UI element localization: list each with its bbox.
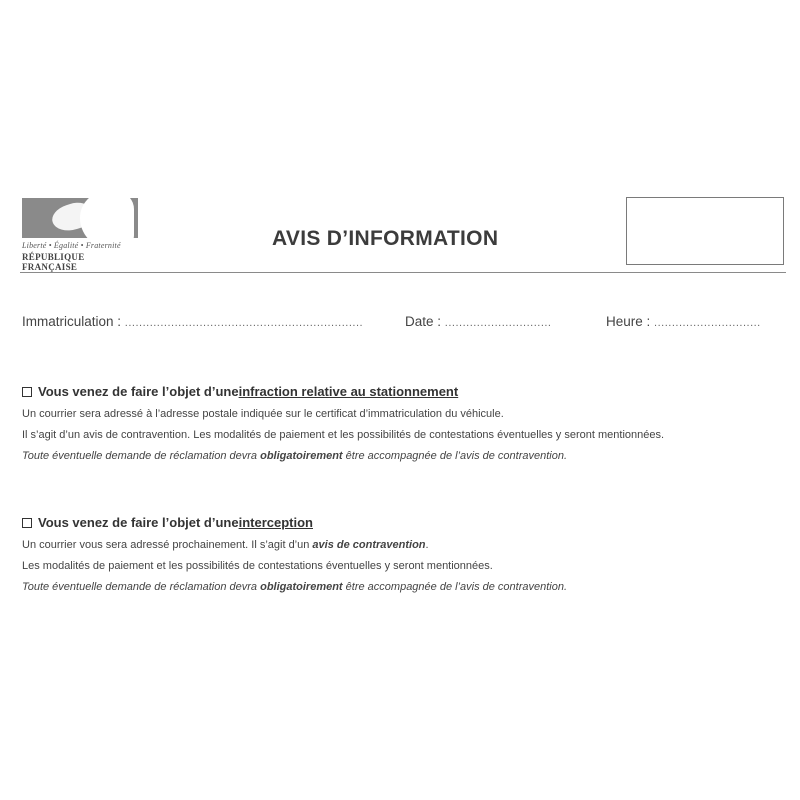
immatriculation-field: [22, 314, 363, 329]
line1-a: Un courrier vous sera adressé prochainement. Il s’agit d’un: [22, 539, 313, 551]
line1-c: .: [425, 539, 429, 551]
section-interception-line3: [22, 581, 782, 593]
section-stationnement-heading: [22, 384, 782, 399]
heure-label: Heure :: [606, 314, 651, 329]
immatriculation-label: Immatriculation :: [22, 314, 122, 329]
logo-motto: Liberté • Égalité • Fraternité: [22, 241, 121, 250]
section-interception-heading: [22, 515, 782, 530]
checkbox-stationnement[interactable]: [22, 387, 32, 397]
line3-a: Toute éventuelle demande de réclamation devra: [22, 581, 261, 593]
date-label: Date :: [405, 314, 442, 329]
section-stationnement-line3: [22, 450, 782, 462]
stamp-box: [626, 197, 784, 265]
section-stationnement: [22, 384, 782, 462]
checkbox-interception[interactable]: [22, 518, 32, 528]
page-title: AVIS D’INFORMATION: [272, 227, 499, 250]
heading-underlined: infraction relative au stationnement: [238, 384, 459, 399]
section-stationnement-line2: Il s’agit d’un avis de contravention. Les modalités de paiement et les possibilités de contestations éventuelles y seront mentionnées.: [22, 429, 665, 441]
line1-b: avis de contravention: [312, 539, 426, 551]
line3-b: obligatoirement: [260, 581, 343, 593]
heure-field: [606, 314, 761, 329]
line3-a: Toute éventuelle demande de réclamation devra: [22, 450, 261, 462]
heading-underlined: interception: [238, 515, 313, 530]
heading-prefix: Vous venez de faire l’objet d’une: [38, 384, 239, 399]
header-divider: [20, 272, 786, 273]
date-blank: ..............................: [444, 317, 552, 329]
logo-republic: RÉPUBLIQUE FRANÇAISE: [22, 252, 85, 272]
marianne-logo: [22, 198, 140, 272]
immatriculation-blank: ...................................................................: [124, 317, 364, 329]
section-interception-line1: [22, 539, 782, 551]
section-interception: [22, 515, 782, 593]
line3-b: obligatoirement: [260, 450, 343, 462]
marianne-emblem-icon: [22, 198, 138, 238]
heading-prefix: Vous venez de faire l’objet d’une: [38, 515, 239, 530]
date-field: [405, 314, 551, 329]
line3-c: être accompagnée de l’avis de contravention.: [342, 581, 568, 593]
heure-blank: ..............................: [654, 317, 761, 329]
section-stationnement-line1: Un courrier sera adressé à l’adresse postale indiquée sur le certificat d’immatriculation du véhicule.: [22, 408, 504, 420]
section-interception-line2: Les modalités de paiement et les possibilités de contestations éventuelles y seront mentionnées.: [22, 560, 493, 572]
line3-c: être accompagnée de l’avis de contravention.: [342, 450, 568, 462]
